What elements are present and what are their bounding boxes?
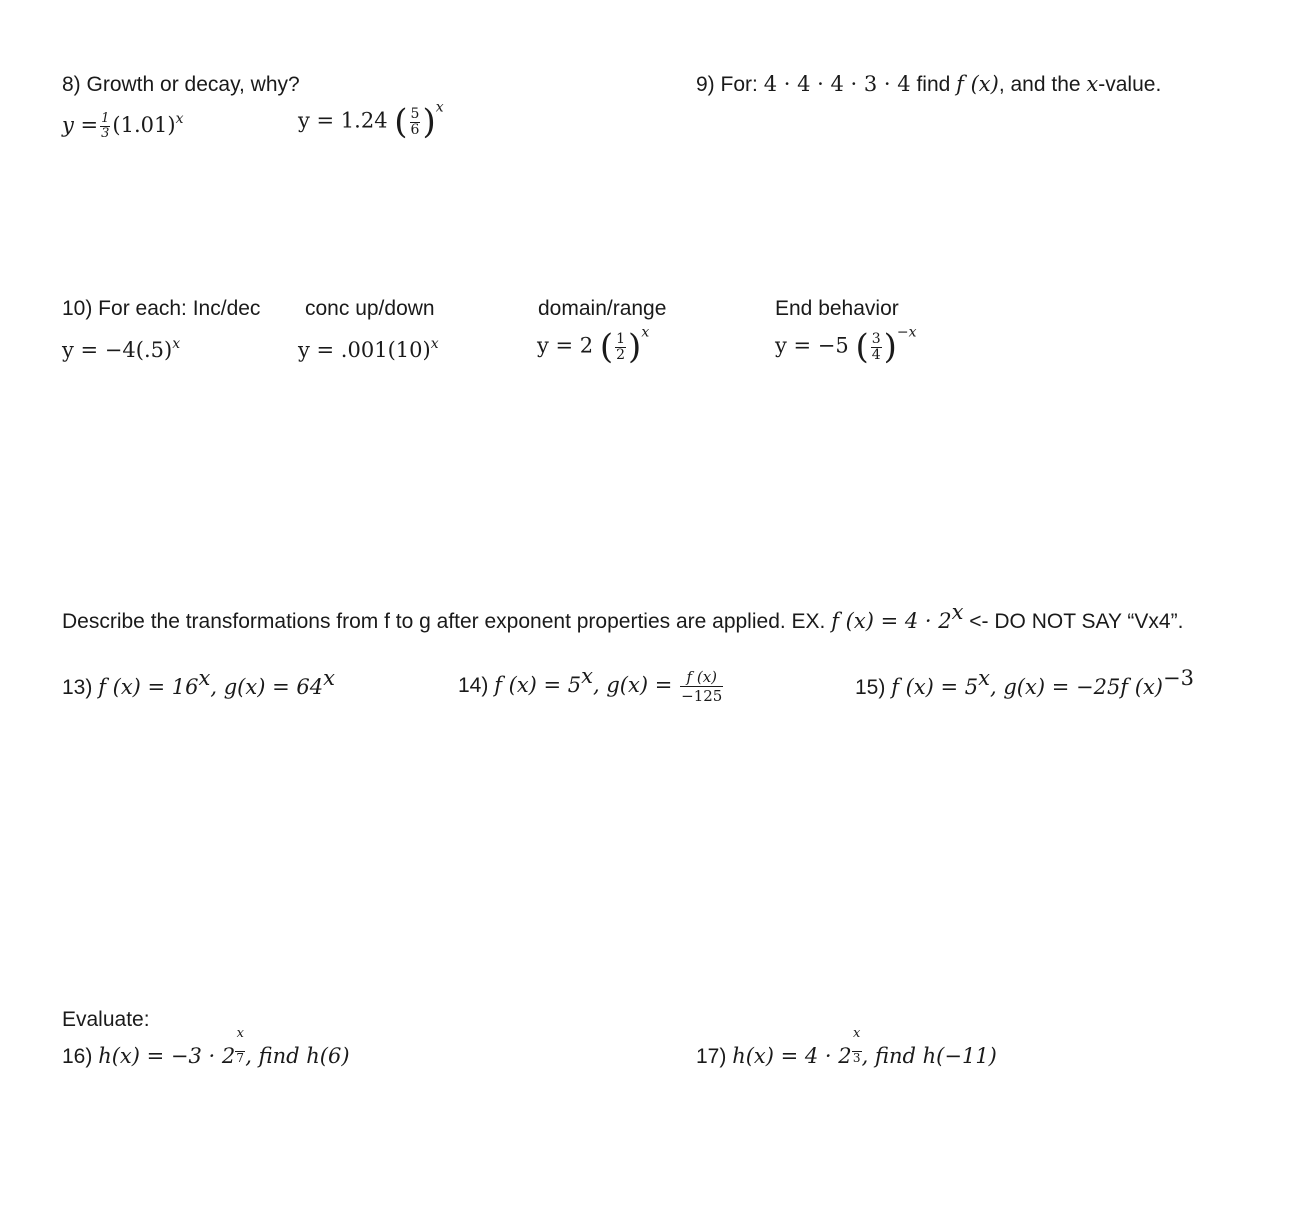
q9-tail2: -value. bbox=[1098, 73, 1162, 96]
q10-eq1-exp: x bbox=[172, 336, 181, 352]
q16-exp-den: 7 bbox=[236, 1051, 245, 1065]
q14-label: 14) bbox=[458, 674, 495, 698]
q15-label: 15) bbox=[855, 676, 892, 699]
q8-equation-2 bbox=[298, 99, 444, 142]
q8-eq2-paren: ( $\frac{5}{6}$ ) bbox=[394, 102, 436, 142]
q17-label: 17) bbox=[696, 1045, 733, 1068]
q14-question bbox=[458, 664, 725, 705]
q16-tail: , find h(6) bbox=[245, 1044, 350, 1068]
q15-mid: , g(x) = −25f (x) bbox=[990, 675, 1163, 699]
q10-equation-2 bbox=[298, 336, 439, 362]
q8-eq1-lhs: y = bbox=[62, 113, 99, 137]
q16-eq: h(x) = −3 · 2 bbox=[98, 1044, 236, 1068]
q9-product: 4 · 4 · 4 · 3 · 4 bbox=[763, 72, 911, 96]
q10-eq4-num: 3 bbox=[871, 330, 881, 347]
q14-fraction bbox=[680, 668, 723, 705]
q10-eq4-den: 4 bbox=[871, 346, 881, 363]
transformations-intro: Describe the transformations from f to g after exponent properties are applied. EX. bbox=[62, 610, 832, 633]
transformations-warning: <- DO NOT SAY “Vx4”. bbox=[963, 610, 1184, 633]
q8-header: 8) Growth or decay, why? bbox=[62, 73, 300, 96]
q16-exponent bbox=[235, 1026, 245, 1067]
q13-question bbox=[62, 666, 335, 699]
transformations-instruction bbox=[62, 600, 1184, 633]
q16-label: 16) bbox=[62, 1045, 99, 1068]
q10-eq4-paren: ( $\frac{3}{4}$ ) bbox=[855, 327, 897, 367]
evaluate-header: Evaluate: bbox=[62, 1008, 150, 1031]
q9-xvar: x bbox=[1086, 72, 1099, 96]
q10-eq2-base: y = .001(10) bbox=[298, 338, 431, 362]
q17-exponent bbox=[852, 1026, 862, 1067]
q15-exp1: x bbox=[978, 666, 991, 690]
q17-eq: h(x) = 4 · 2 bbox=[732, 1044, 852, 1068]
q15-question bbox=[855, 666, 1194, 699]
q10-eq2-exp: x bbox=[430, 336, 439, 352]
q8-eq1-den: 3 bbox=[101, 126, 110, 141]
q17-tail: , find h(−11) bbox=[861, 1044, 997, 1068]
q14-eq: f (x) = 5 bbox=[494, 673, 582, 698]
q10-equation-4 bbox=[775, 324, 917, 367]
q14-mid: , g(x) = bbox=[593, 673, 673, 698]
q17-exp-den: 3 bbox=[852, 1051, 861, 1065]
q10-col2-header: conc up/down bbox=[305, 297, 435, 320]
q16-exp-num: x bbox=[236, 1026, 244, 1041]
q9-mid: find bbox=[910, 73, 957, 96]
q10-eq3-den: 2 bbox=[616, 346, 626, 363]
q8-eq2-num: 5 bbox=[410, 105, 420, 122]
q14-exp1: x bbox=[581, 664, 594, 689]
q13-mid: , g(x) = 64 bbox=[210, 675, 324, 699]
q16-question bbox=[62, 1026, 350, 1068]
q8-eq1-fraction bbox=[100, 112, 110, 141]
q9-label: 9) For: bbox=[696, 73, 764, 96]
q10-header: 10) For each: Inc/dec bbox=[62, 297, 261, 320]
q9-fx: f (x) bbox=[956, 72, 999, 96]
q15-exp2: −3 bbox=[1162, 666, 1194, 690]
q10-equation-1 bbox=[62, 336, 181, 362]
q14-den: −125 bbox=[681, 687, 723, 705]
q8-eq2-lhs: y = 1.24 bbox=[298, 108, 388, 133]
q14-num: f (x) bbox=[680, 668, 723, 687]
q9-tail1: , and the bbox=[998, 73, 1087, 96]
q8-eq2-den: 6 bbox=[410, 121, 420, 138]
q8-eq1-rest: (1.01) bbox=[112, 113, 176, 137]
q13-exp2: x bbox=[323, 666, 335, 690]
q8-equation-1 bbox=[62, 112, 183, 141]
q9-question bbox=[696, 74, 1161, 95]
q10-eq3-num: 1 bbox=[616, 330, 626, 347]
q10-eq3-lhs: y = 2 bbox=[537, 333, 594, 358]
transformations-example-eq: f (x) = 4 · 2 bbox=[831, 609, 952, 633]
q13-exp1: x bbox=[198, 666, 211, 690]
q17-question bbox=[696, 1026, 997, 1068]
q10-eq3-exp: x bbox=[641, 324, 650, 341]
q10-col4-header: End behavior bbox=[775, 297, 899, 320]
q10-eq4-lhs: y = −5 bbox=[775, 333, 849, 358]
q8-eq1-exp: x bbox=[175, 111, 184, 127]
q13-label: 13) bbox=[62, 676, 99, 699]
q10-eq1-base: y = −4(.5) bbox=[62, 338, 173, 362]
q10-eq4-exp: −x bbox=[896, 324, 917, 341]
q10-equation-3 bbox=[537, 324, 650, 367]
q8-eq2-exp: x bbox=[435, 99, 444, 116]
q10-col3-header: domain/range bbox=[538, 297, 667, 320]
q17-exp-num: x bbox=[852, 1026, 861, 1041]
q13-eq: f (x) = 16 bbox=[98, 675, 199, 699]
q15-eq: f (x) = 5 bbox=[891, 675, 979, 699]
q10-eq3-paren: ( $\frac{1}{2}$ ) bbox=[599, 327, 642, 367]
transformations-example-exp: x bbox=[951, 600, 964, 624]
q8-eq1-num: 1 bbox=[101, 111, 110, 126]
